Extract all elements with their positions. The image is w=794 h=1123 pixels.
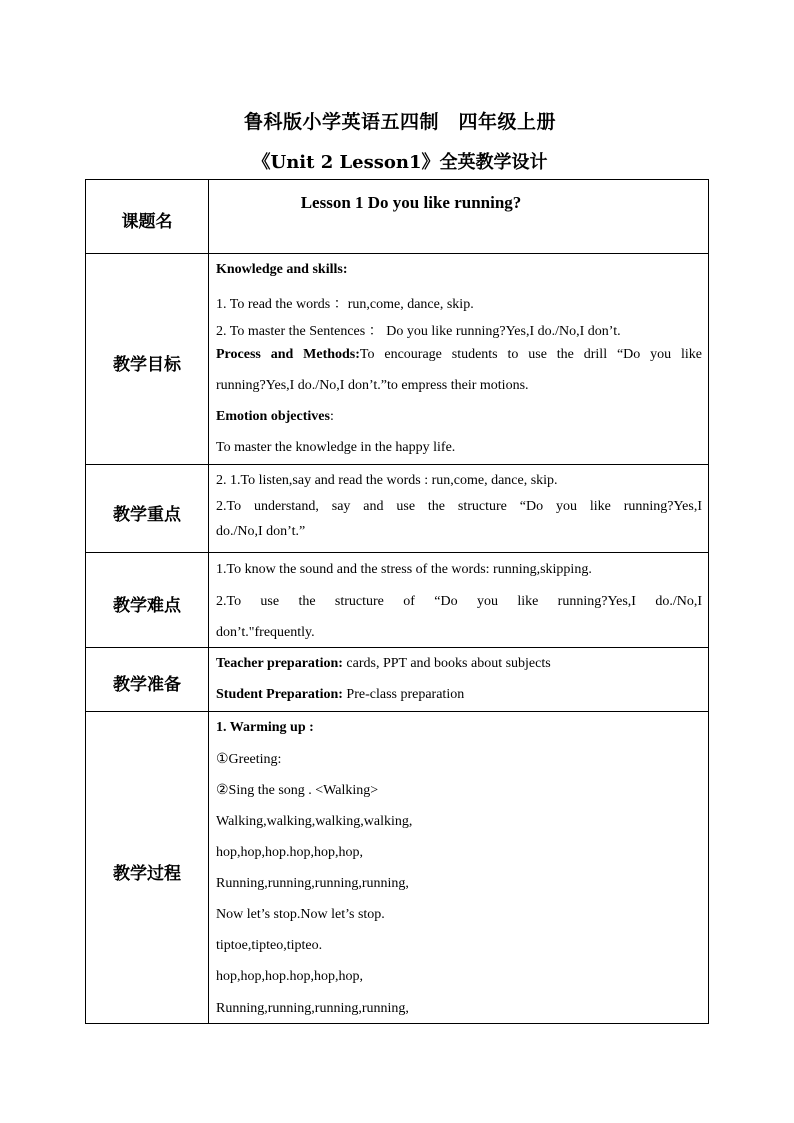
student-preparation-label: Student Preparation:	[216, 687, 343, 702]
document-subtitle	[0, 148, 794, 174]
row-divider	[86, 253, 708, 254]
row-divider	[86, 647, 708, 648]
process-label: 教学过程	[113, 864, 181, 884]
topic-label: 课题名	[121, 212, 173, 232]
lesson-title: Lesson 1 Do you like running?	[300, 193, 522, 212]
objectives-heading-process: Process and Methods:	[216, 347, 360, 362]
objectives-line: running?Yes,I do./No,I don’t.”to empress their motions.	[216, 378, 529, 393]
objectives-heading-knowledge: Knowledge and skills:	[216, 262, 348, 277]
column-divider	[208, 180, 209, 1023]
process-line: ①Greeting:	[216, 752, 282, 767]
objectives-line: To master the knowledge in the happy life.	[216, 440, 456, 455]
process-line: ②Sing the song . <Walking>	[216, 783, 379, 798]
key-points-line: 2. 1.To listen,say and read the words : run,come, dance, skip.	[216, 473, 558, 488]
objectives-line: 2. To master the Sentences ： Do you like running?Yes,I do./No,I don’t.	[216, 324, 621, 339]
process-line: Walking,walking,walking,walking,	[216, 814, 413, 829]
process-line: tiptoe,tipteo,tipteo.	[216, 938, 323, 953]
process-line: Running,running,running,running,	[216, 1001, 409, 1016]
key-points-line: do./No,I don’t.”	[216, 524, 306, 539]
difficulties-label: 教学难点	[113, 596, 181, 616]
difficulties-line: 2.To use the structure of “Do you like running?Yes,I do./No,I	[216, 594, 702, 609]
row-divider	[86, 711, 708, 712]
process-line: hop,hop,hop.hop,hop,hop,	[216, 969, 363, 984]
objectives-heading-emotion: Emotion objectives	[216, 409, 330, 424]
row-divider	[86, 552, 708, 553]
objectives-label: 教学目标	[113, 355, 181, 375]
subtitle-suffix: 全英教学设计	[439, 152, 548, 173]
lesson-plan-table	[85, 179, 709, 1024]
teacher-preparation-label: Teacher preparation:	[216, 656, 343, 671]
teacher-preparation-value: cards, PPT and books about subjects	[342, 656, 551, 671]
process-line: hop,hop,hop.hop,hop,hop,	[216, 845, 363, 860]
subtitle-unit: 《Unit 2 Lesson1》	[252, 152, 440, 173]
process-line: Now let’s stop.Now let’s stop.	[216, 907, 385, 922]
preparation-label: 教学准备	[113, 675, 181, 695]
difficulties-line: 1.To know the sound and the stress of the words: running,skipping.	[216, 562, 592, 577]
document-title: 鲁科版小学英语五四制 四年级上册	[243, 111, 556, 133]
row-divider	[86, 464, 708, 465]
objectives-line: 1. To read the words ：run,come, dance, skip.	[216, 297, 474, 312]
key-points-line: 2.To understand, say and use the structure “Do you like running?Yes,I	[216, 499, 702, 514]
process-line: Running,running,running,running,	[216, 876, 409, 891]
objectives-colon: :	[329, 409, 334, 424]
difficulties-line: don’t."frequently.	[216, 625, 315, 640]
student-preparation-value: Pre-class preparation	[342, 687, 465, 702]
process-heading: 1. Warming up :	[216, 720, 314, 735]
key-points-label: 教学重点	[113, 505, 181, 525]
objectives-line: To encourage students to use the drill “Do you like	[359, 347, 702, 362]
